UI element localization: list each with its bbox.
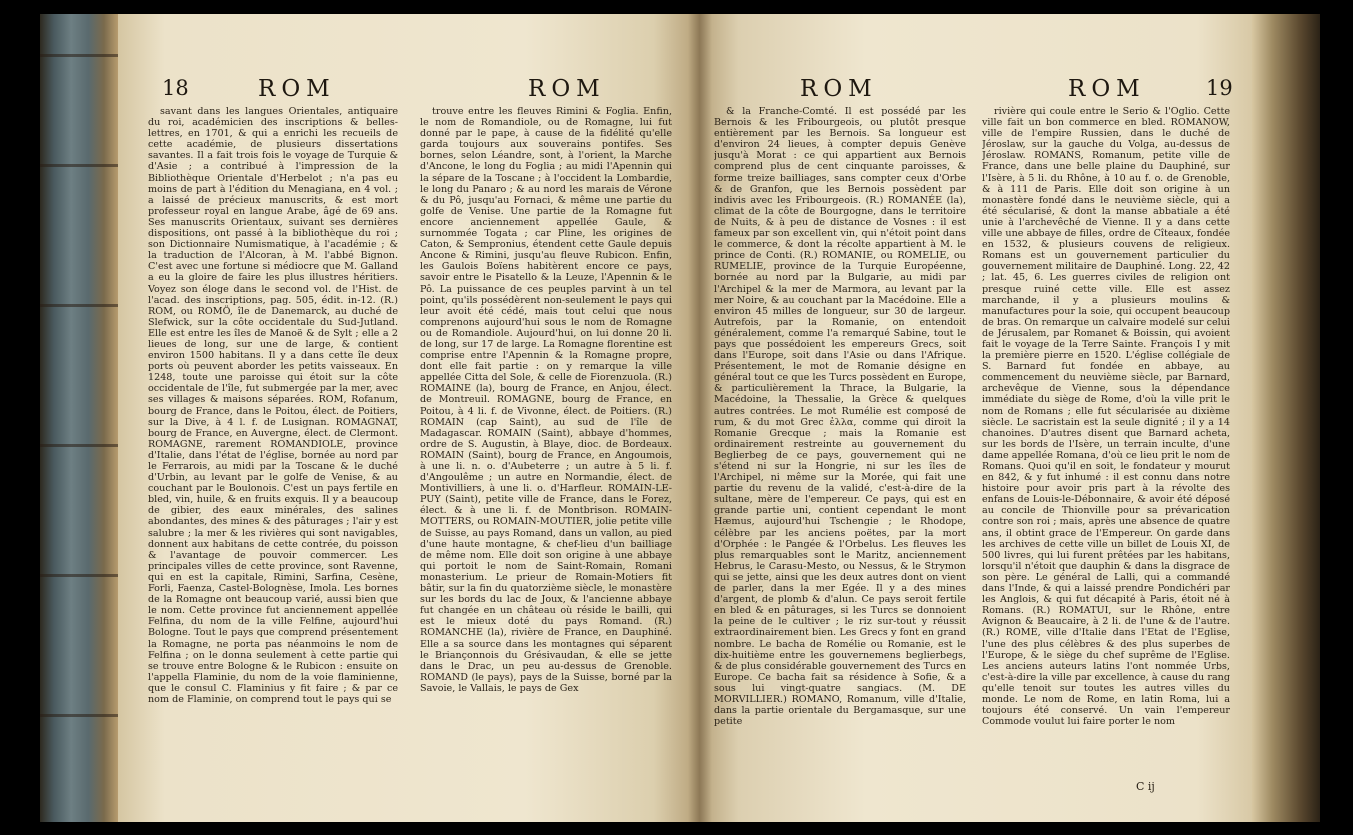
running-head: ROM [800, 76, 878, 102]
page-number: 18 [162, 76, 189, 100]
book-gutter [688, 14, 712, 822]
book-cover-right-edge [1252, 14, 1320, 822]
text-column [420, 106, 672, 774]
right-page [700, 14, 1252, 822]
running-head: ROM [528, 76, 606, 102]
column-text: trouve entre les fleuves Rimini & Foglia. Enfin, le nom de Romandiole, ou de Romagne, lui fut donné par le pape, à cause de la fidélité qu'elle garda toujours aux souverains pontifes. Ses bornes, selon Léandre, sont, à l'orient, la Marche d'Ancone, le long du Foglia ; au midi l'Apennin qui la sépare de la Toscane ; à l'occident la Lombardie, le long du Panaro ; & au nord les marais de Vérone & du Pô, jusqu'au Fornaci, & même une partie du golfe de Venise. Une partie de la Romagne fut encore anciennement appellée Gaule, & surnommée Togata ; car Pline, les origines de Caton, & Sempronius, étendent cette Gaule depuis Ancone & Rimini, jusqu'au fleuve Rubicon. Enfin, les Gaulois Boïens habitèrent encore ce pays, savoir entre le Pisatello & la Leuze, l'Apennin & le Pô. La puissance de ces peuples parvint à un tel point, qu'ils possédèrent non-seulement le pays qui leur avoit été cédé, mais tout celui que nous comprenons aujourd'hui sous le nom de Romagne ou de Romandiole. Aujourd'hui, on lui donne 20 li. de long, sur 17 de large. La Romagne florentine est comprise entre l'Apennin & la Romagne propre, dont elle fait partie : on y remarque la ville appellée Citta del Sole, & celle de Fiorenzuola. (R.) ROMAINE (la), bourg de France, en Anjou, élect. de Montreuil. ROMAGNE, bourg de France, en Poitou, à 4 li. f. de Vivonne, élect. de Poitiers. (R.) ROMAIN (cap Saint), au sud de l'île de Madagascar. ROMAIN (Saint), abbaye d'hommes, ordre de S. Augustin, à Blaye, dioc. de Bordeaux. ROMAIN (Saint), bourg de France, en Angoumois, à une li. n. o. d'Aubeterre ; un autre à 5 li. f. d'Angoulême ; un autre en Normandie, élect. de Montivilliers, à une li. o. d'Harfleur. ROMAIN-LE-PUY (Saint), petite ville de France, dans le Forez, élect. & à une li. f. de Montbrison. ROMAIN-MOTTERS, ou ROMAIN-MOUTIER, jolie petite ville de Suisse, au pays Romand, dans un vallon, au pied d'une haute montagne, & chef-lieu d'un bailliage de même nom. Elle doit son origine à une abbaye qui portoit le nom de Saint-Romain, Romani monasterium. Le prieur de Romain-Motiers fit bâtir, sur la fin du quatorzième siècle, le monastère sur les bords du lac de Joux, & l'ancienne abbaye fut changée en un château où réside le bailli, qui est le mieux doté du pays Romand. (R.) ROMANCHE (la), rivière de France, en Dauphiné. Elle a sa source dans les montagnes qui séparent le Briançonnois du Grésivaudan, & elle se jette dans le Drac, un peu au-dessus de Grenoble. ROMAND (le pays), pays de la Suisse, borné par la Savoie, le Vallais, le pays de Gex [420, 106, 672, 694]
left-page-header [118, 76, 700, 110]
page-number: 19 [1206, 76, 1233, 100]
running-head: ROM [1068, 76, 1146, 102]
signature-mark: C ij [1136, 780, 1155, 793]
text-column [982, 106, 1230, 774]
text-column [714, 106, 966, 774]
column-text: & la Franche-Comté. Il est possédé par les Bernois & les Fribourgeois, ou plutôt presque entièrement par les Bernois. Sa longueur est d'environ 24 lieues, à compter depuis Genève jusqu'à Morat : ce qui appartient aux Bernois comprend plus de cent cinquante paroisses, & forme treize bailliages, sans compter ceux d'Orbe & de Granfon, que les Bernois possèdent par indivis avec les Fribourgeois. (R.) ROMANÉE (la), climat de la côte de Bourgogne, dans le territoire de Nuits, & à peu de distance de Vosnes : il est fameux par son excellent vin, qui n'étoit point dans le commerce, & dont la récolte appartient à M. le prince de Conti. (R.) ROMANIE, ou ROMELIE, ou RUMELIE, province de la Turquie Européenne, bornée au nord par la Bulgarie, au midi par l'Archipel & la mer de Marmora, au levant par la mer Noire, & au couchant par la Macédoine. Elle a environ 45 milles de longueur, sur 30 de largeur. Autrefois, par la Romanie, on entendoit généralement, comme l'a remarqué Sabine, tout le pays que possédoient les empereurs Grecs, soit dans l'Europe, soit dans l'Asie ou dans l'Afrique. Présentement, le mot de Romanie désigne en général tout ce que les Turcs possèdent en Europe, & particulièrement la Thrace, la Bulgarie, la Macédoine, la Thessalie, la Grèce & quelques autres contrées. Le mot Rumélie est composé de rum, & du mot Grec ἐλλα, comme qui diroit la Romanie Grecque ; mais la Romanie est ordinairement restreinte au gouvernement du Beglierbeg de ce pays, gouvernement qui ne s'étend ni sur la Hongrie, ni sur les îles de l'Archipel, ni même sur la Morée, qui fait une partie du revenu de la validé, c'est-à-dire de la sultane, mère de l'empereur. Ce pays, qui est en grande partie uni, contient cependant le mont Hæmus, aujourd'hui Tschengie ; le Rhodope, célèbre par les anciens poëtes, par la mort d'Orphée : le Pangée & l'Orbelus. Les fleuves les plus remarquables sont le Maritz, anciennement Hebrus, le Carasu-Mesto, ou Nessus, & le Strymon qui se jette, ainsi que les deux autres dont on vient de parler, dans la mer Egée. Il y a des mines d'argent, de plomb & d'alun. Ce pays seroit fertile en bled & en pâturages, si les Turcs se donnoient la peine de le cultiver ; le riz sur-tout y réussit extraordinairement bien. Les Grecs y font en grand nombre. Le bacha de Romélie ou Romanie, est le dix-huitième entre les gouvernemens beglierbegs, & de plus considérable gouvernement des Turcs en Europe. Ce bacha fait sa résidence à Sofie, & a sous lui vingt-quatre sangiacs. (M. DE MORVILLIER.) ROMANO, Romanum, ville d'Italie, dans la partie orientale du Bergamasque, sur une petite [714, 106, 966, 728]
right-page-header [700, 76, 1252, 110]
left-page [118, 14, 700, 822]
running-head: ROM [258, 76, 336, 102]
column-text: rivière qui coule entre le Serio & l'Oglio. Cette ville fait un bon commerce en bled. ROMANOW, ville de l'empire Russien, dans le duché de Jéroslaw, sur la gauche du Volga, au-dessus de Jéroslaw. ROMANS, Romanum, petite ville de France, dans une belle plaine du Dauphiné, sur l'Isère, à 5 li. du Rhône, à 10 au f. o. de Grenoble, & à 111 de Paris. Elle doit son origine à un monastère fondé dans le neuvième siècle, qui a été sécularisé, & dont la manse abbatiale a été unie à l'archevêché de Vienne. Il y a dans cette ville une abbaye de filles, ordre de Cîteaux, fondée en 1532, & plusieurs couvens de religieux. Romans est un gouvernement particulier du gouvernement militaire de Dauphiné. Long. 22, 42 ; lat. 45, 6. Les guerres civiles de religion ont presque ruiné cette ville. Elle est assez marchande, il y a plusieurs moulins & manufactures pour la soie, qui occupent beaucoup de bras. On remarque un calvaire modelé sur celui de Jérusalem, par Romanet & Boissin, qui avoient fait le voyage de la Terre Sainte. François I y mit la première pierre en 1520. L'église collégiale de S. Barnard fut fondée en abbaye, au commencement du neuvième siècle, par Barnard, archevêque de Vienne, sous la dépendance immédiate du siège de Rome, d'où la ville prit le nom de Romans ; elle fut sécularisée au dixième siècle. Le sacristain est la seule dignité ; il y a 14 chanoines. D'autres disent que Barnard acheta, sur les bords de l'Isère, un terrain inculte, d'une dame appellée Romana, d'où ce lieu prit le nom de Romans. Quoi qu'il en soit, le fondateur y mourut en 842, & y fut inhumé : il est connu dans notre histoire pour avoir pris part à la révolte des enfans de Louis-le-Débonnaire, & avoir été déposé au concile de Thionville pour sa prévarication contre son roi ; mais, après une absence de quatre ans, il obtint grace de l'Empereur. On garde dans les archives de cette ville un billet de Louis XI, de 500 livres, qui lui furent prêtées par les habitans, lorsqu'il n'étoit que dauphin & dans la disgrace de son père. Le général de Lalli, qui a commandé dans l'Inde, & qui a laissé prendre Pondichéri par les Anglois, & qui fut décapité à Paris, étoit né à Romans. (R.) ROMATUI, sur le Rhône, entre Avignon & Beaucaire, à 2 li. de l'une & de l'autre. (R.) ROME, ville d'Italie dans l'Etat de l'Eglise, l'une des plus célèbres & des plus superbes de l'Europe, & le siège du chef suprême de l'Eglise. Les anciens auteurs latins l'ont nommée Urbs, c'est-à-dire la ville par excellence, à cause du rang qu'elle tenoit sur toutes les autres villes du monde. Le nom de Rome, en latin Roma, lui a toujours été conservé. Un vain l'empereur Commode voulut lui faire porter le nom [982, 106, 1230, 728]
book-cover-left-edge [40, 14, 118, 822]
column-text: savant dans les langues Orientales, antiquaire du roi, académicien des inscriptions & belles-lettres, en 1701, & qui a enrichi les recueils de cette académie, de plusieurs dissertations savantes. Il a fait trois fois le voyage de Turquie & d'Asie ; a contribué à l'impression de la Bibliothèque Orientale d'Herbelot ; n'a pas eu moins de part à l'édition du Menagiana, en 4 vol. ; a laissé de précieux manuscrits, & est mort professeur royal en langue Arabe, âgé de 69 ans. Ses manuscrits Orientaux, suivant ses dernières dispositions, ont passé à la bibliothèque du roi ; son Dictionnaire Numismatique, à l'académie ; & la traduction de l'Alcoran, à M. l'abbé Bignon. C'est avec une fortune si médiocre que M. Galland a eu la gloire de faire les plus illustres héritiers. Voyez son éloge dans le second vol. de l'Hist. de l'acad. des inscriptions, pag. 505, édit. in-12. (R.) ROM, ou ROMÖ, île de Danemarck, au duché de Slefwick, sur la côte occidentale du Sud-Jutland. Elle est entre les îles de Manoë & de Sylt ; elle a 2 lieues de long, sur une de large, & contient environ 1500 habitans. Il y a dans cette île deux ports où peuvent aborder les petits vaisseaux. En 1248, toute une paroisse qui étoit sur la côte occidentale de l'île, fut submergée par la mer, avec ses villages & maisons séparées. ROM, Rofanum, bourg de France, dans le Poitou, élect. de Poitiers, sur la Dive, à 4 l. f. de Lusignan. ROMAGNAT, bourg de France, en Auvergne, élect. de Clermont. ROMAGNE, rarement ROMANDIOLE, province d'Italie, dans l'état de l'église, bornée au nord par le Ferrarois, au midi par la Toscane & le duché d'Urbin, au levant par le golfe de Venise, & au couchant par le Boulonois. C'est un pays fertile en bled, vin, huile, & en fruits exquis. Il y a beaucoup de gibier, des eaux minérales, des salines abondantes, des mines & des pâturages ; l'air y est salubre ; la mer & les rivières qui sont navigables, donnent aux habitans de cette contrée, du poisson & l'avantage de pouvoir commercer. Les principales villes de cette province, sont Ravenne, qui en est la capitale, Rimini, Sarfina, Cesène, Forli, Faenza, Castel-Bolognèse, Imola. Les bornes de la Romagne ont beaucoup varié, aussi bien que le nom. Cette province fut anciennement appellée Felfina, du nom de la ville Felfine, aujourd'hui Bologne. Tout le pays que comprend présentement la Romagne, ne porta pas néanmoins le nom de Felfina ; on le donna seulement à cette partie qui se trouve entre Bologne & le Rubicon : ensuite on l'appella Flaminie, du nom de la voie flaminienne, que le consul C. Flaminius y fit faire ; & par ce nom de Flaminie, on comprend tout le pays qui se [148, 106, 398, 705]
text-column [148, 106, 398, 774]
